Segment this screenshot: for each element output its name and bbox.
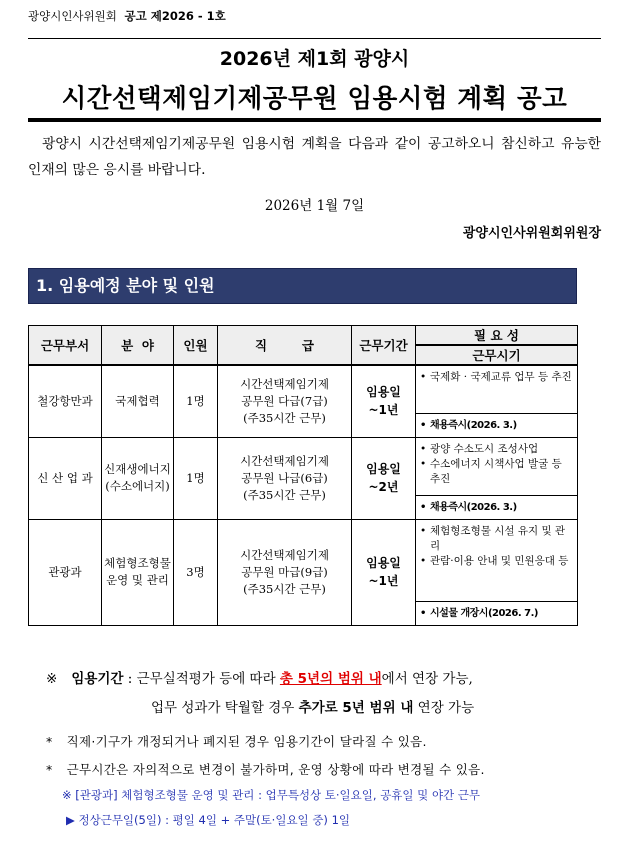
star-note-2: * 근무시간은 자의적으로 변경이 불가하며, 운영 상황에 따라 변경될 수 있음. — [46, 762, 485, 777]
header-field: 분 야 — [102, 326, 174, 366]
header-rank: 직 급 — [218, 326, 352, 366]
term-text-1: : 근무실적평가 등에 따라 — [123, 671, 280, 687]
row1-period-line: ~1년 — [368, 403, 399, 418]
duty-item: 체험형조형물 시설 유지 및 관리 — [430, 524, 566, 552]
header-dept: 근무부서 — [29, 326, 102, 366]
row2-dept: 신 산 업 과 — [29, 437, 102, 519]
timing-text: 채용즉시(2026. 3.) — [430, 502, 517, 513]
row1-timing: • 채용즉시(2026. 3.) — [416, 413, 578, 437]
duty-item: 국제화 · 국제교류 업무 등 추진 — [430, 371, 572, 383]
header-timing: 근무시기 — [416, 345, 578, 365]
row1-rank-line: 시간선택제임기제 — [240, 376, 329, 391]
org-name: 광양시인사위원회 — [28, 9, 117, 23]
timing-text: 채용즉시(2026. 3.) — [430, 420, 517, 431]
duty-item: 광양 수소도시 조성사업 — [430, 442, 539, 455]
row2-rank-line: 공무원 나급(6급) — [241, 470, 328, 485]
row2-field-line: 신재생에너지 — [104, 462, 171, 476]
row1-period-line: 임용일 — [366, 385, 401, 400]
row2-field — [102, 437, 174, 519]
tourism-note: ※ [관광과] 체험형조형물 운영 및 관리 : 업무특성상 토·일요일, 공휴일 및 야간 근무 — [62, 788, 481, 802]
row3-field-line: 체험형조형물 — [104, 556, 171, 570]
top-rule — [28, 38, 601, 39]
row3-rank-line: 공무원 마급(9급) — [241, 564, 328, 579]
row1-field: 국제협력 — [102, 365, 174, 437]
duty-item: 관람·이용 안내 및 민원응대 등 — [430, 554, 569, 567]
row2-field-line: (수소에너지) — [105, 479, 170, 493]
row2-period-line: 임용일 — [366, 462, 401, 476]
row2-duties: • 광양 수소도시 조성사업 • 수소에너지 시책사업 발굴 등 추진 — [416, 437, 578, 495]
row1-rank-line: (주35시간 근무) — [243, 410, 326, 425]
row3-count: 3명 — [174, 519, 218, 625]
row3-dept: 관광과 — [29, 519, 102, 625]
row2-timing: • 채용즉시(2026. 3.) — [416, 495, 578, 519]
work-days-note: ▶ 정상근무일(5일) : 평일 4일 + 주말(토·일요일 중) 1일 — [66, 813, 351, 827]
row2-rank-line: 시간선택제임기제 — [240, 453, 329, 468]
star-note-1-text: 직제·기구가 개정되거나 폐지된 경우 임용기간이 달라질 수 있음. — [66, 734, 427, 749]
row3-rank-line: 시간선택제임기제 — [240, 547, 329, 562]
row3-rank-line: (주35시간 근무) — [243, 581, 326, 596]
title-line-2: 시간선택제임기제공무원 임용시험 계획 공고 — [61, 84, 568, 114]
note-symbol: ※ — [46, 671, 58, 687]
notice-number: 공고 제2026 - 1호 — [124, 9, 226, 23]
title-line-1: 2026년 제1회 광양시 — [219, 48, 410, 70]
row3-period — [352, 519, 416, 625]
row3-field-line: 운영 및 관리 — [106, 573, 169, 587]
star-note-1: * 직제·기구가 개정되거나 폐지된 경우 임용기간이 달라질 수 있음. — [46, 734, 427, 749]
row3-period-line: 임용일 — [366, 556, 401, 570]
row3-period-line: ~1년 — [368, 574, 399, 588]
term-note — [46, 667, 473, 687]
row2-rank-line: (주35시간 근무) — [243, 487, 326, 502]
intro-text: 광양시 시간선택제임기제공무원 임용시험 계획을 다음과 같이 공고하오니 참신하고 유능한 인재의 많은 응시를 바랍니다. — [28, 136, 601, 178]
term-line2-a: 업무 성과가 탁월할 경우 — [151, 700, 299, 716]
row3-rank — [218, 519, 352, 625]
notice-header — [28, 8, 226, 24]
timing-text: 시설물 개장시(2026. 7.) — [430, 608, 538, 619]
recruitment-table — [28, 325, 578, 626]
row2-rank — [218, 437, 352, 519]
title-rule — [28, 118, 601, 122]
signer: 광양시인사위원회위원장 — [462, 226, 601, 241]
row1-rank-line: 공무원 다급(7급) — [241, 393, 328, 408]
header-need: 필 요 성 — [416, 326, 578, 346]
row1-dept: 철강항만과 — [29, 365, 102, 437]
row2-period-line: ~2년 — [368, 480, 399, 494]
row1-count: 1명 — [174, 365, 218, 437]
header-count: 인원 — [174, 326, 218, 366]
intro-paragraph — [28, 131, 601, 183]
header-period: 근무기간 — [352, 326, 416, 366]
term-text-2: 에서 연장 가능, — [381, 671, 473, 687]
duty-item: 수소에너지 시책사업 발굴 등 추진 — [430, 457, 562, 485]
row3-field — [102, 519, 174, 625]
row3-duties: • 체험형조형물 시설 유지 및 관리 • 관람·이용 안내 및 민원응대 등 — [416, 519, 578, 601]
row2-period — [352, 437, 416, 519]
term-line2-b: 추가로 5년 범위 내 — [298, 700, 414, 716]
notice-date: 2026년 1월 7일 — [264, 198, 365, 214]
row1-duties: • 국제화 · 국제교류 업무 등 추진 — [416, 365, 578, 413]
term-note-line2 — [151, 696, 474, 716]
star-note-2-text: 근무시간은 자의적으로 변경이 불가하며, 운영 상황에 따라 변경될 수 있음. — [66, 762, 485, 777]
section-1-title: 1. 임용예정 분야 및 인원 — [28, 268, 577, 304]
term-line2-c: 연장 가능 — [413, 700, 475, 716]
row2-count: 1명 — [174, 437, 218, 519]
term-highlight: 총 5년의 범위 내 — [279, 671, 382, 687]
term-label: 임용기간 — [71, 671, 124, 687]
row1-period — [352, 365, 416, 437]
row3-timing: • 시설물 개장시(2026. 7.) — [416, 601, 578, 625]
row1-rank — [218, 365, 352, 437]
